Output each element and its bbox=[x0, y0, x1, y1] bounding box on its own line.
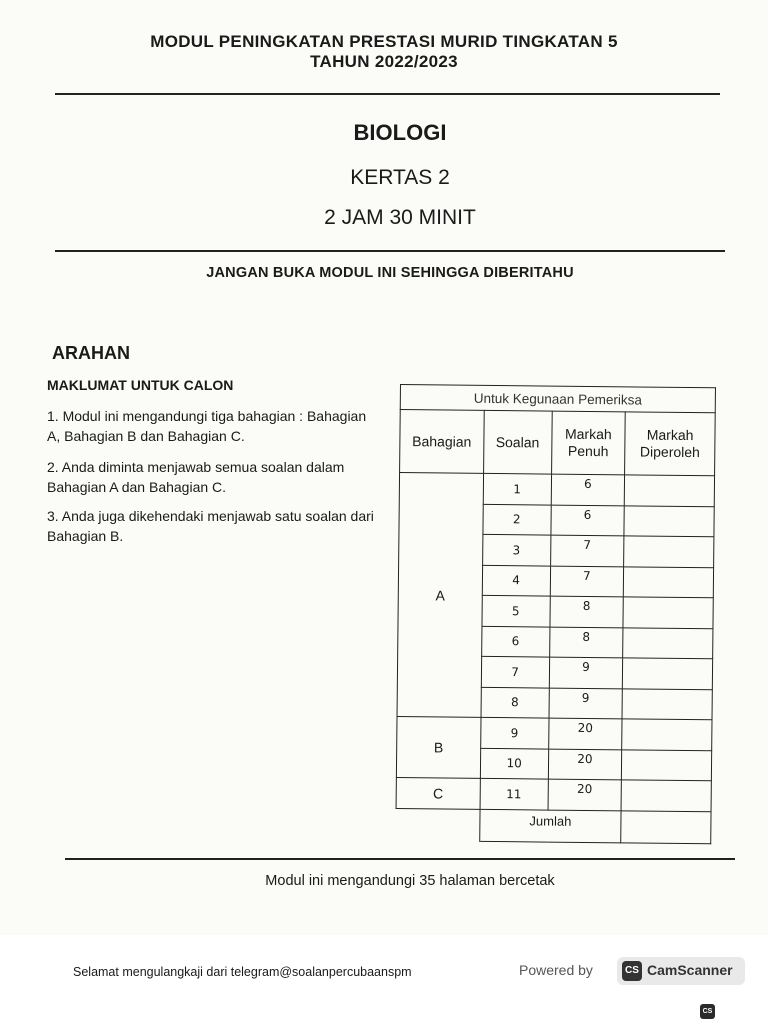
do-not-open-warning: JANGAN BUKA MODUL INI SEHINGGA DIBERITAHU bbox=[206, 265, 574, 281]
header-soalan: Soalan bbox=[483, 410, 551, 474]
instructions-heading: ARAHAN bbox=[52, 343, 130, 363]
full-marks: 8 bbox=[549, 627, 623, 658]
obtained-marks-cell[interactable] bbox=[622, 688, 712, 719]
header-markah-penuh: Markah Penuh bbox=[551, 411, 625, 475]
obtained-marks-cell[interactable] bbox=[624, 536, 714, 567]
blank-cell bbox=[396, 808, 480, 841]
camscanner-small-logo-icon: CS bbox=[700, 1004, 715, 1019]
section-b-cell: B bbox=[396, 716, 480, 778]
camscanner-brand: CamScanner bbox=[647, 962, 733, 978]
question-number: 5 bbox=[482, 595, 550, 626]
header-markah-diperoleh: Markah Diperoleh bbox=[625, 412, 715, 476]
full-marks: 8 bbox=[549, 596, 623, 627]
module-year: TAHUN 2022/2023 bbox=[310, 52, 458, 71]
module-title: MODUL PENINGKATAN PRESTASI MURID TINGKATAN 5 bbox=[150, 32, 618, 51]
full-marks: 20 bbox=[548, 779, 622, 810]
top-rule bbox=[55, 93, 720, 95]
section-c-cell: C bbox=[396, 777, 480, 808]
middle-rule bbox=[55, 250, 725, 252]
question-number: 10 bbox=[480, 748, 548, 779]
question-number: 8 bbox=[481, 687, 549, 718]
full-marks: 20 bbox=[548, 749, 622, 780]
question-number: 1 bbox=[483, 473, 551, 504]
page-count-note: Modul ini mengandungi 35 halaman bercetak bbox=[265, 873, 555, 889]
telegram-greeting: Selamat mengulangkaji dari telegram@soalanpercubaanspm bbox=[73, 965, 412, 979]
question-number: 3 bbox=[482, 534, 550, 565]
full-marks: 9 bbox=[549, 657, 623, 688]
full-marks: 20 bbox=[548, 718, 622, 749]
section-a-cell: A bbox=[397, 473, 483, 718]
header-bahagian: Bahagian bbox=[400, 410, 484, 474]
question-number: 4 bbox=[482, 565, 550, 596]
obtained-marks-cell[interactable] bbox=[623, 597, 713, 628]
table-caption: Untuk Kegunaan Pemeriksa bbox=[400, 385, 715, 413]
question-number: 7 bbox=[481, 656, 549, 687]
question-number: 11 bbox=[480, 778, 548, 809]
powered-by-label: Powered by bbox=[519, 962, 593, 978]
full-marks: 7 bbox=[550, 566, 624, 597]
instruction-item: 1. Modul ini mengandungi tiga bahagian : Bahagian A, Bahagian B dan Bahagian C. bbox=[47, 408, 367, 444]
obtained-marks-cell[interactable] bbox=[622, 749, 712, 780]
full-marks: 6 bbox=[551, 474, 625, 505]
obtained-marks-cell[interactable] bbox=[625, 475, 715, 506]
instruction-item: 2. Anda diminta menjawab semua soalan dalam Bahagian A dan Bahagian C. bbox=[47, 459, 345, 495]
obtained-marks-cell[interactable] bbox=[622, 719, 712, 750]
full-marks: 6 bbox=[550, 505, 624, 536]
full-marks: 9 bbox=[549, 688, 623, 719]
camscanner-logo-icon: CS bbox=[622, 961, 642, 981]
obtained-marks-cell[interactable] bbox=[624, 505, 714, 536]
obtained-marks-cell[interactable] bbox=[623, 627, 713, 658]
bottom-rule bbox=[65, 858, 735, 860]
instruction-item: 3. Anda juga dikehendaki menjawab satu soalan dari Bahagian B. bbox=[47, 508, 374, 544]
question-number: 6 bbox=[481, 626, 549, 657]
question-number: 2 bbox=[483, 504, 551, 535]
subject-title: BIOLOGI bbox=[353, 120, 447, 145]
question-number: 9 bbox=[480, 717, 548, 748]
exam-duration: 2 JAM 30 MINIT bbox=[324, 206, 476, 229]
candidate-info-heading: MAKLUMAT UNTUK CALON bbox=[47, 377, 234, 393]
paper-number: KERTAS 2 bbox=[350, 166, 450, 189]
examiner-marks-table bbox=[395, 384, 716, 844]
total-obtained-cell[interactable] bbox=[621, 810, 711, 843]
camscanner-badge bbox=[617, 957, 745, 985]
obtained-marks-cell[interactable] bbox=[621, 780, 711, 811]
total-label: Jumlah bbox=[479, 809, 621, 842]
obtained-marks-cell[interactable] bbox=[624, 566, 714, 597]
full-marks: 7 bbox=[550, 535, 624, 566]
obtained-marks-cell[interactable] bbox=[623, 658, 713, 689]
